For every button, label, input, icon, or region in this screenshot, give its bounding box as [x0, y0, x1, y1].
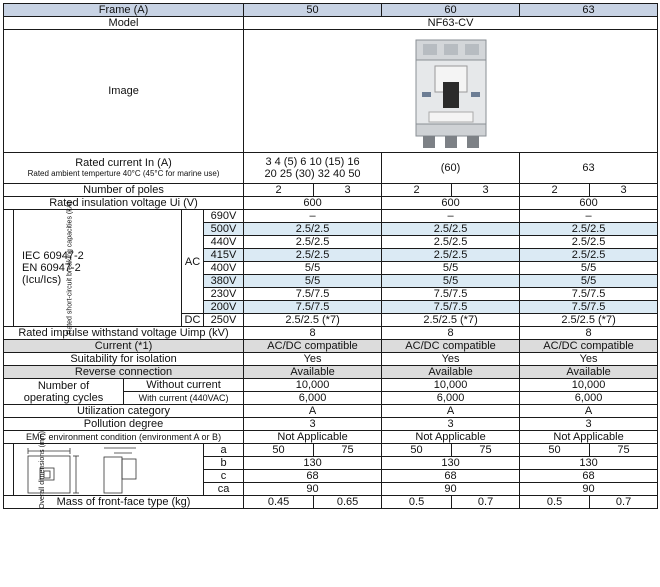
voltage-label: 690V [204, 210, 244, 223]
voltage-label: 500V [204, 223, 244, 236]
impulse-row [4, 327, 658, 340]
breaker-photo [244, 30, 658, 153]
mass-value: 0.5 [520, 496, 590, 509]
cycles-label-line: operating cycles [23, 391, 104, 404]
poles-value: 3 [452, 184, 520, 197]
current-value: AC/DC compatible [382, 340, 520, 353]
with-current-label: With current (440VAC) [124, 392, 244, 405]
current-row [4, 340, 658, 353]
voltage-label: 200V [204, 301, 244, 314]
voltage-label: 400V [204, 262, 244, 275]
rated-current-label [4, 153, 244, 184]
current-value: AC/DC compatible [520, 340, 658, 353]
dimension-value: 75 [314, 444, 382, 457]
breaking-value: 7.5/7.5 [382, 288, 520, 301]
breaking-row [4, 210, 658, 223]
breaking-value: 5/5 [382, 275, 520, 288]
rated-current-row [4, 153, 658, 184]
reverse-value: Available [382, 366, 520, 379]
pollution-row [4, 418, 658, 431]
breaking-value: 2.5/2.5 [382, 236, 520, 249]
breaking-value: 2.5/2.5 (*7) [244, 314, 382, 327]
dimension-value: 75 [590, 444, 658, 457]
insulation-value: 600 [244, 197, 382, 210]
breaking-value: 5/5 [520, 275, 658, 288]
dimension-key: b [204, 457, 244, 470]
cycles-value: 6,000 [382, 392, 520, 405]
mass-value: 0.7 [452, 496, 520, 509]
isolation-value: Yes [520, 353, 658, 366]
breaking-value: 2.5/2.5 [244, 236, 382, 249]
dimension-value: 130 [382, 457, 520, 470]
circuit-breaker-icon [413, 32, 489, 150]
poles-row [4, 184, 658, 197]
impulse-value: 8 [244, 327, 382, 340]
breaking-value: 2.5/2.5 [382, 223, 520, 236]
spec-table [3, 3, 658, 509]
without-current-label: Without current [124, 379, 244, 392]
breaking-value: 5/5 [382, 262, 520, 275]
insulation-label: Rated insulation voltage Ui (V) [4, 197, 244, 210]
pollution-value: 3 [244, 418, 382, 431]
reverse-value: Available [520, 366, 658, 379]
ac-label: AC [182, 210, 204, 314]
breaking-value: 7.5/7.5 [244, 288, 382, 301]
dimension-value: 68 [244, 470, 382, 483]
poles-label: Number of poles [4, 184, 244, 197]
current-label: Current (*1) [4, 340, 244, 353]
dimension-value: 90 [520, 483, 658, 496]
model-row [4, 17, 658, 30]
reverse-row [4, 366, 658, 379]
impulse-value: 8 [520, 327, 658, 340]
dimension-value: 75 [452, 444, 520, 457]
utilization-row [4, 405, 658, 418]
rated-current-sub: Rated ambient temperture 40°C (45°C for marine use) [27, 169, 220, 178]
dimensions-side-text: Overall dimensions (mm) [38, 430, 46, 509]
frame-row [4, 4, 658, 17]
rated-current-50 [244, 153, 382, 184]
breaking-value: 5/5 [244, 262, 382, 275]
breaking-value: 2.5/2.5 [382, 249, 520, 262]
dimension-value: 90 [244, 483, 382, 496]
cycles-label-line: Number of [37, 379, 90, 392]
voltage-label: 380V [204, 275, 244, 288]
emc-value: Not Applicable [520, 431, 658, 444]
emc-value: Not Applicable [382, 431, 520, 444]
breaking-value: 2.5/2.5 (*7) [520, 314, 658, 327]
breaking-value: 5/5 [244, 275, 382, 288]
dimension-value: 90 [382, 483, 520, 496]
frame-60: 60 [382, 4, 520, 17]
emc-value: Not Applicable [244, 431, 382, 444]
dimension-row [4, 444, 658, 457]
breaking-value: 7.5/7.5 [244, 301, 382, 314]
current-value: AC/DC compatible [244, 340, 382, 353]
isolation-label: Suitability for isolation [4, 353, 244, 366]
pollution-value: 3 [520, 418, 658, 431]
dimensions-side-label [4, 430, 46, 509]
impulse-value: 8 [382, 327, 520, 340]
breaking-value: 7.5/7.5 [520, 301, 658, 314]
isolation-value: Yes [244, 353, 382, 366]
poles-value: 3 [314, 184, 382, 197]
breaking-value: – [520, 210, 658, 223]
cycles-value: 10,000 [520, 379, 658, 392]
utilization-label: Utilization category [4, 405, 244, 418]
isolation-value: Yes [382, 353, 520, 366]
insulation-value: 600 [382, 197, 520, 210]
breaking-side-text: Rated short-circuit breaking capacities (kA) [66, 201, 74, 335]
voltage-label: 250V [204, 314, 244, 327]
rated-current-63: 63 [520, 153, 658, 184]
dimension-value: 50 [244, 444, 314, 457]
dimension-key: ca [204, 483, 244, 496]
reverse-label: Reverse connection [4, 366, 244, 379]
reverse-value: Available [244, 366, 382, 379]
frame-label: Frame (A) [4, 4, 244, 17]
cycles-value: 6,000 [520, 392, 658, 405]
breaking-value: – [244, 210, 382, 223]
dimension-value: 50 [520, 444, 590, 457]
rated-current-title: Rated current In (A) [75, 157, 172, 169]
dimension-value: 130 [244, 457, 382, 470]
isolation-row [4, 353, 658, 366]
standard-line: EN 60947-2 [22, 262, 81, 274]
frame-63: 63 [520, 4, 658, 17]
dc-label: DC [182, 314, 204, 327]
dimension-value: 68 [382, 470, 520, 483]
poles-value: 2 [520, 184, 590, 197]
insulation-value: 600 [520, 197, 658, 210]
breaking-value: – [382, 210, 520, 223]
dimension-value: 50 [382, 444, 452, 457]
cycles-value: 10,000 [382, 379, 520, 392]
frame-50: 50 [244, 4, 382, 17]
mass-row [4, 496, 658, 509]
poles-value: 2 [382, 184, 452, 197]
breaking-value: 2.5/2.5 [244, 249, 382, 262]
breaking-value: 7.5/7.5 [382, 301, 520, 314]
breaking-value: 2.5/2.5 (*7) [382, 314, 520, 327]
image-label: Image [4, 30, 244, 153]
pollution-value: 3 [382, 418, 520, 431]
cycles-label [4, 379, 124, 405]
mass-value: 0.45 [244, 496, 314, 509]
utilization-value: A [382, 405, 520, 418]
poles-value: 2 [244, 184, 314, 197]
breaking-standard [14, 210, 182, 327]
breaking-value: 2.5/2.5 [520, 223, 658, 236]
standard-line: (Icu/Ics) [22, 274, 62, 286]
utilization-value: A [244, 405, 382, 418]
breaking-value: 2.5/2.5 [520, 236, 658, 249]
mass-value: 0.5 [382, 496, 452, 509]
breaking-value: 7.5/7.5 [520, 288, 658, 301]
voltage-label: 230V [204, 288, 244, 301]
breaking-value: 2.5/2.5 [520, 249, 658, 262]
model-label: Model [4, 17, 244, 30]
voltage-label: 440V [204, 236, 244, 249]
breaking-value: 5/5 [520, 262, 658, 275]
cycles-row [4, 379, 658, 392]
cycles-value: 10,000 [244, 379, 382, 392]
breaking-value: 2.5/2.5 [244, 223, 382, 236]
mass-value: 0.65 [314, 496, 382, 509]
insulation-row [4, 197, 658, 210]
dimension-value: 68 [520, 470, 658, 483]
rated-current-50-line1: 3 4 (5) 6 10 (15) 16 [265, 156, 360, 168]
image-row [4, 30, 658, 153]
cycles-value: 6,000 [244, 392, 382, 405]
pollution-label: Pollution degree [4, 418, 244, 431]
dimension-value: 130 [520, 457, 658, 470]
dimension-key: a [204, 444, 244, 457]
poles-value: 3 [590, 184, 658, 197]
utilization-value: A [520, 405, 658, 418]
rated-current-50-line2: 20 25 (30) 32 40 50 [264, 168, 361, 180]
mass-value: 0.7 [590, 496, 658, 509]
voltage-label: 415V [204, 249, 244, 262]
dimension-key: c [204, 470, 244, 483]
impulse-label: Rated impulse withstand voltage Uimp (kV) [4, 327, 244, 340]
mass-label: Mass of front-face type (kg) [4, 496, 244, 509]
standard-line: IEC 60947-2 [22, 250, 84, 262]
emc-row [4, 431, 658, 444]
rated-current-60: (60) [382, 153, 520, 184]
model-value: NF63-CV [244, 17, 658, 30]
emc-label: EMC environment condition (environment A or B) [4, 431, 244, 444]
